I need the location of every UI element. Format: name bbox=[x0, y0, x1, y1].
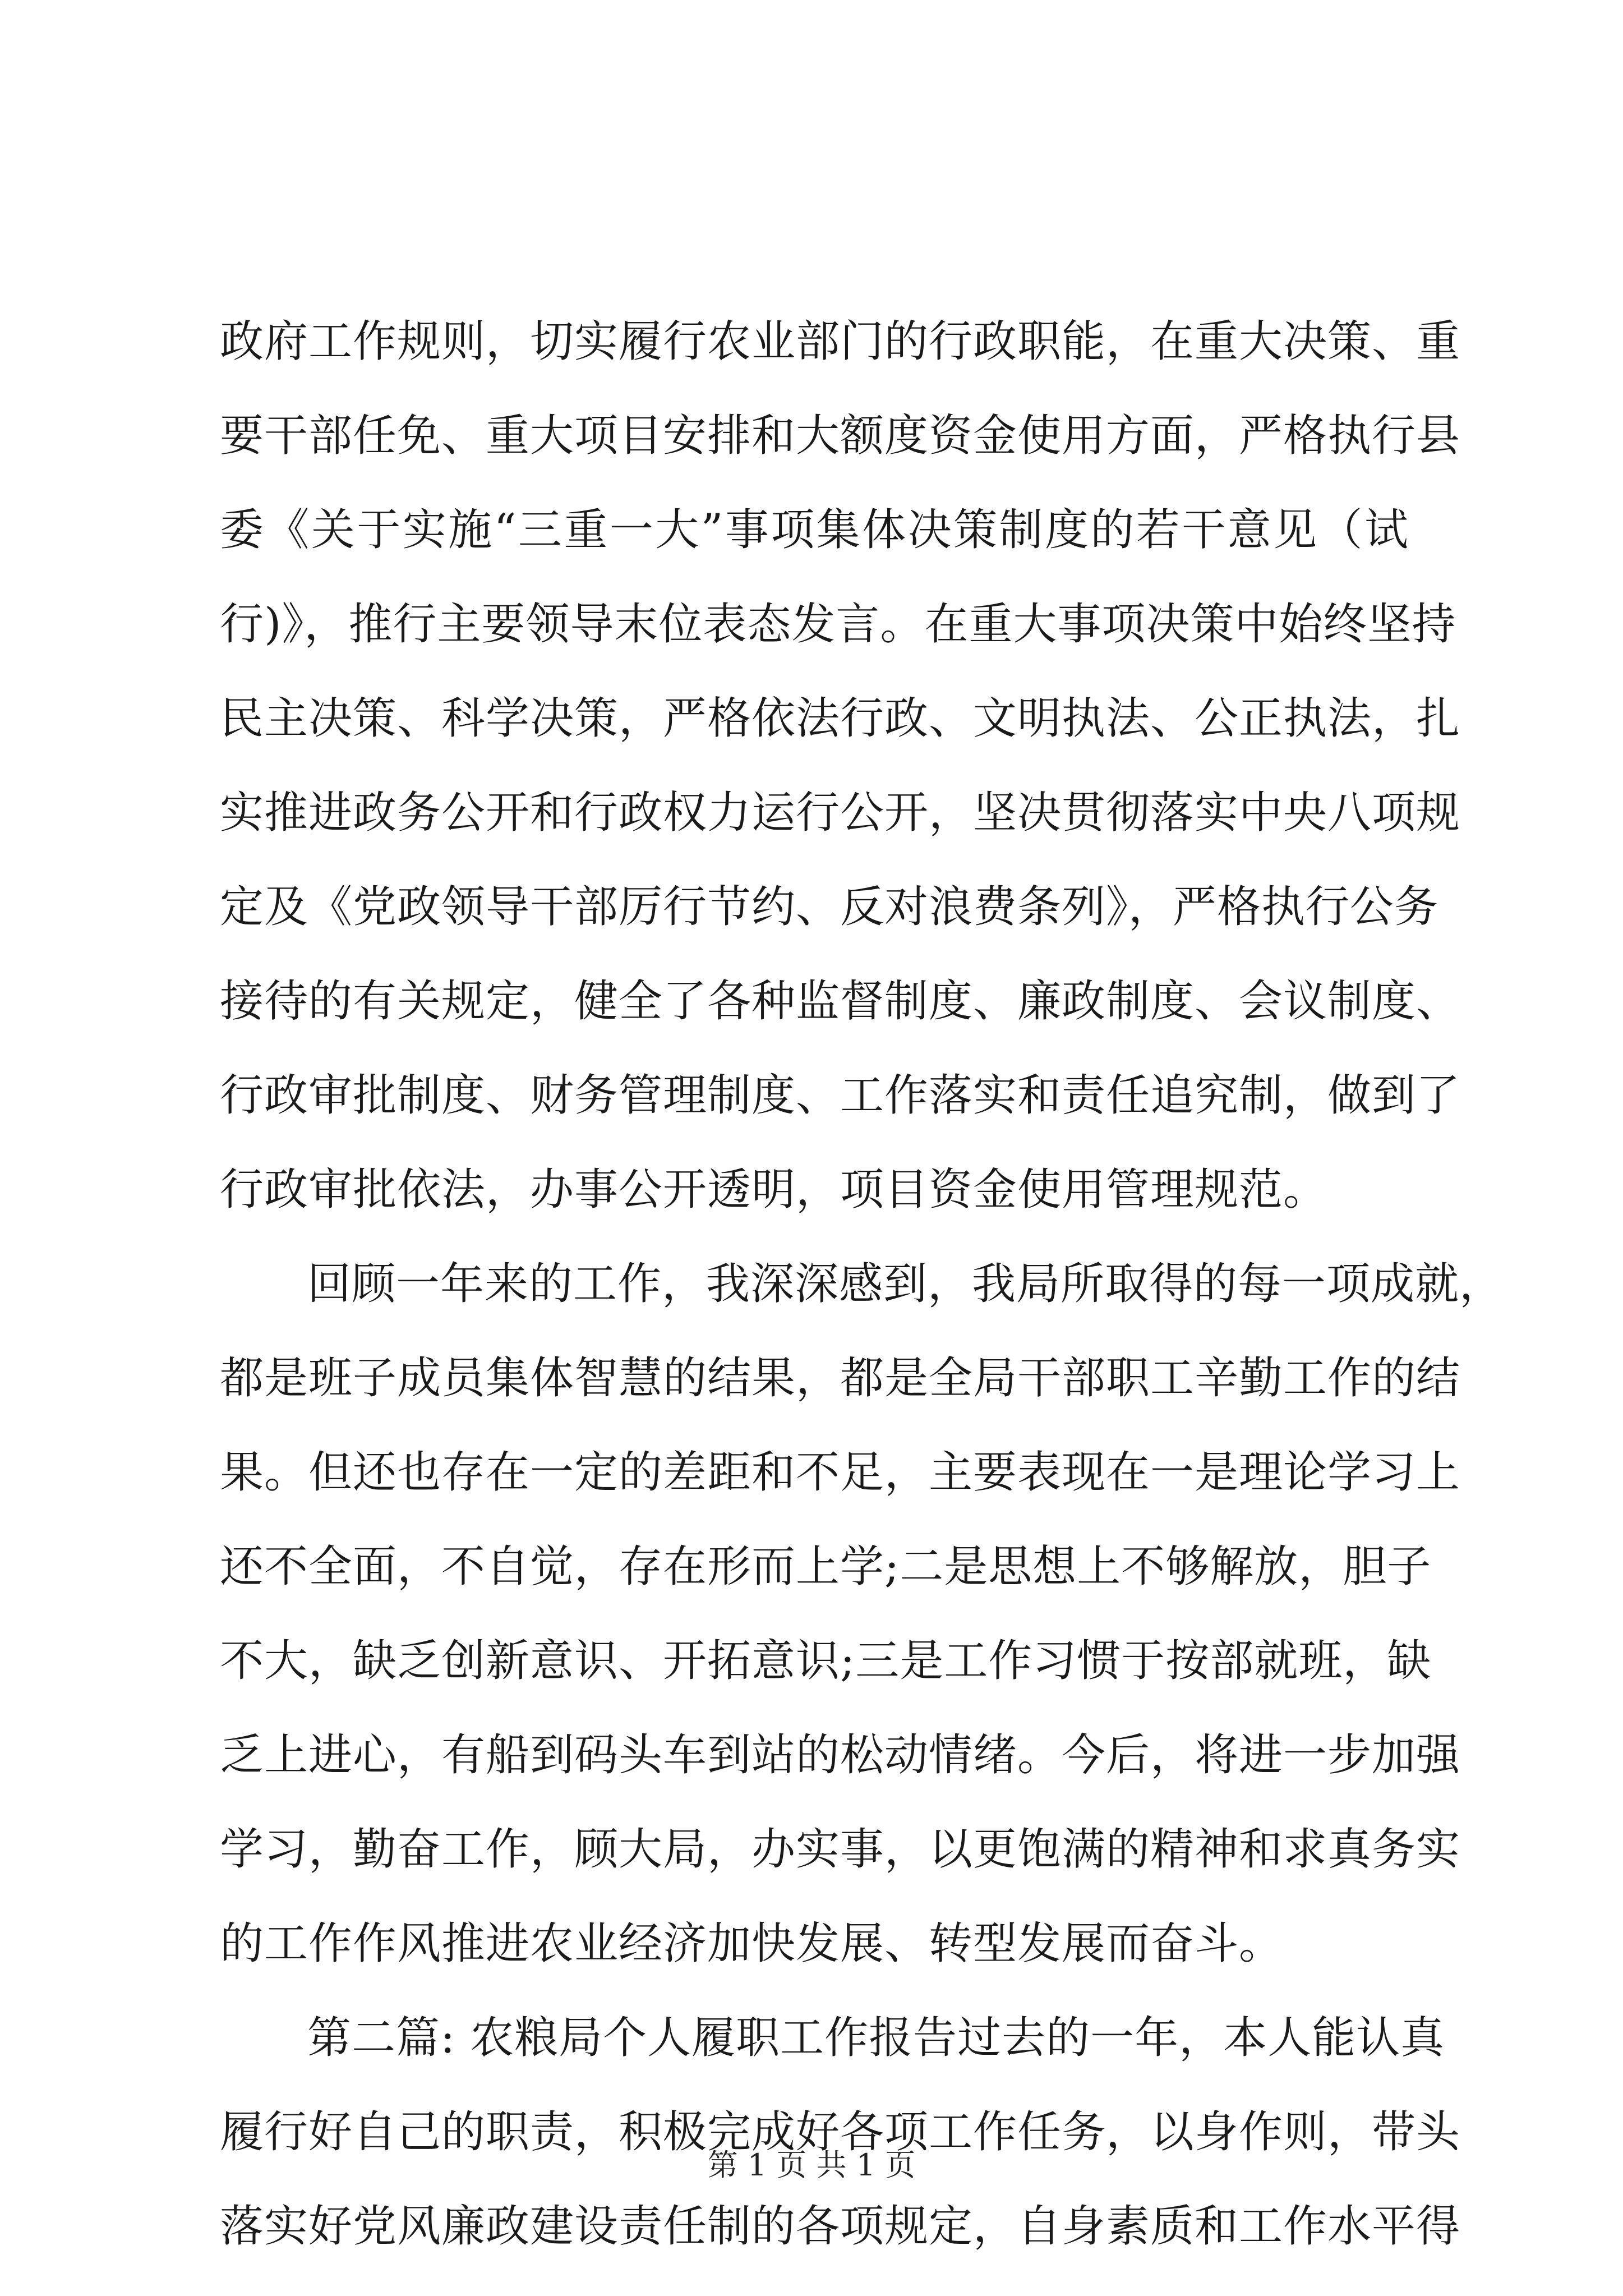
text-line: 果。但还也存在一定的差距和不足，主要表现在一是理论学习上 bbox=[220, 1447, 1461, 1498]
text-line: 行政审批制度、财务管理制度、工作落实和责任追究制，做到了 bbox=[220, 1070, 1461, 1121]
text-line: 行)》，推行主要领导末位表态发言。在重大事项决策中始终坚持 bbox=[220, 599, 1456, 650]
text-line: 不大，缺乏创新意识、开拓意识;三是工作习惯于按部就班，缺 bbox=[220, 1636, 1432, 1686]
text-line: 接待的有关规定，健全了各种监督制度、廉政制度、会议制度、 bbox=[220, 976, 1461, 1027]
text-line: 政府工作规则，切实履行农业部门的行政职能，在重大决策、重 bbox=[220, 316, 1461, 367]
text-line: 要干部任免、重大项目安排和大额度资金使用方面，严格执行县 bbox=[220, 411, 1461, 461]
text-line: 乏上进心，有船到码头车到站的松动情绪。今后，将进一步加强 bbox=[220, 1730, 1461, 1780]
text-line: 第二篇: 农粮局个人履职工作报告过去的一年，本人能认真 bbox=[307, 2013, 1445, 2063]
text-line: 实推进政务公开和行政权力运行公开，坚决贯彻落实中央八项规 bbox=[220, 788, 1461, 838]
text-line: 回顾一年来的工作，我深深感到，我局所取得的每一项成就， bbox=[307, 1259, 1504, 1309]
text-line: 落实好党风廉政建设责任制的各项规定，自身素质和工作水平得 bbox=[220, 2201, 1461, 2252]
text-line: 还不全面，不自觉，存在形而上学;二是思想上不够解放，胆子 bbox=[220, 1542, 1432, 1592]
text-line: 的工作作风推进农业经济加快发展、转型发展而奋斗。 bbox=[220, 1918, 1284, 1969]
document-body bbox=[220, 295, 1504, 2274]
text-line: 行政审批依法，办事公开透明，项目资金使用管理规范。 bbox=[220, 1165, 1328, 1215]
text-line: 都是班子成员集体智慧的结果，都是全局干部职工辛勤工作的结 bbox=[220, 1353, 1461, 1404]
text-line: 履行好自己的职责，积极完成好各项工作任务，以身作则，带头 bbox=[220, 2107, 1461, 2157]
page-footer bbox=[0, 2146, 1623, 2185]
text-line: 委《关于实施“三重一大”事项集体决策制度的若干意见（试 bbox=[220, 505, 1409, 555]
text-line: 学习，勤奋工作，顾大局，办实事，以更饱满的精神和求真务实 bbox=[220, 1824, 1461, 1875]
page-number: 第 1 页 共 1 页 bbox=[707, 2147, 916, 2183]
text-line: 定及《党政领导干部厉行节约、反对浪费条列》，严格执行公务 bbox=[220, 882, 1439, 932]
text-line: 民主决策、科学决策，严格依法行政、文明执法、公正执法，扎 bbox=[220, 693, 1461, 744]
